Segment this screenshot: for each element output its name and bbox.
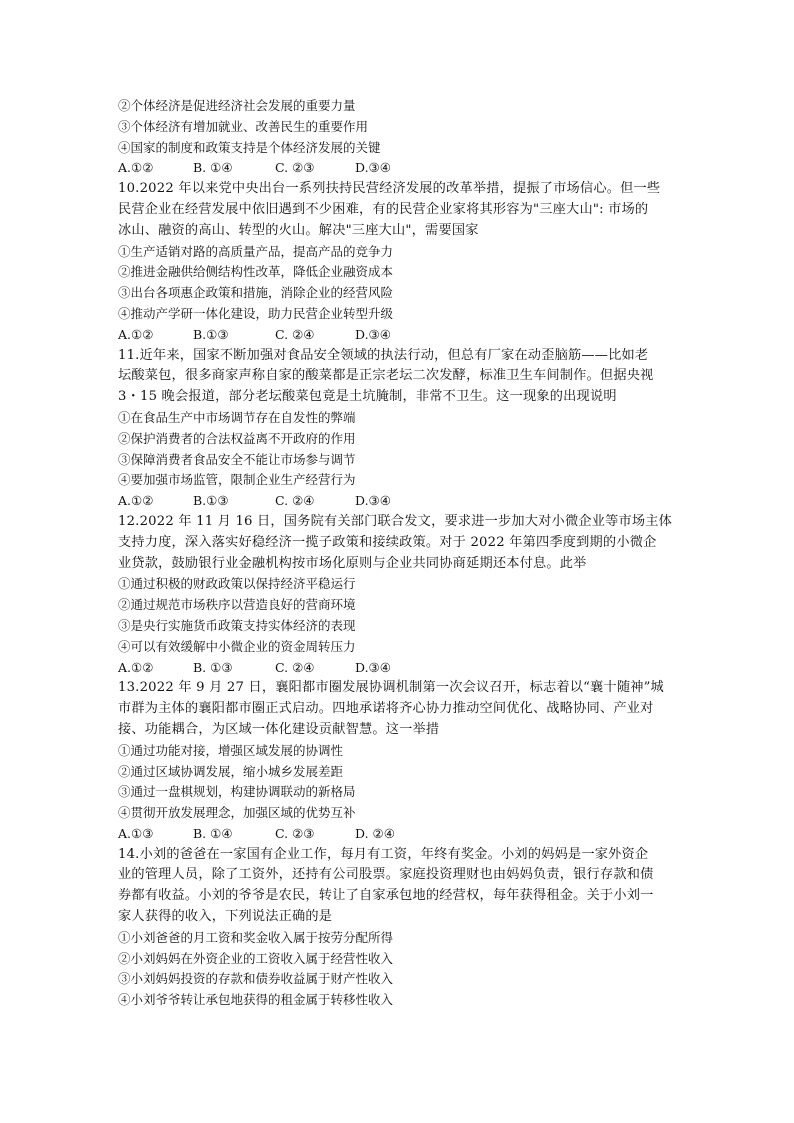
option-line: ③保障消费者食品安全不能让市场参与调节 [118, 451, 356, 467]
option-line: ①在食品生产中市场调节存在自发性的弊端 [118, 409, 356, 425]
question-11 [118, 346, 678, 512]
option-line: ②个体经济是促进经济社会发展的重要力量 [118, 98, 356, 113]
option-line: ②通过区域协调发展，缩小城乡发展差距 [118, 763, 344, 779]
answer-b: B. ①③ [193, 659, 233, 675]
answer-b: B. ①④ [193, 160, 233, 176]
answer-c: C. ②④ [275, 326, 315, 342]
option-line: ①通过功能对接，增强区域发展的协调性 [118, 742, 344, 758]
answer-d: D.③④ [355, 659, 391, 675]
question-stem-line: 券都有收益。小刘的爷爷是农民，转让了自家承包地的经营权，每年获得租金。关于小刘一 [118, 888, 654, 904]
option-line: ③个体经济有增加就业、改善民生的重要作用 [118, 118, 369, 134]
option-line: ④国家的制度和政策支持是个体经济发展的关键 [118, 139, 381, 155]
option-line: ③通过一盘棋规划，构建协调联动的新格局 [118, 784, 356, 800]
answer-d: D.③④ [355, 326, 391, 342]
option-line: ④要加强市场监管，限制企业生产经营行为 [118, 472, 356, 488]
question-stem-line: 民营企业在经营发展中依旧遇到不少困难，有的民营企业家将其形容为"三座大山": 市场的 [118, 201, 649, 217]
answer-c: C. ②④ [275, 493, 315, 509]
option-line: ①通过积极的财政政策以保持经济平稳运行 [118, 576, 356, 592]
answer-choices [118, 491, 678, 512]
question-stem-line: 市群为主体的襄阳都市圈正式启动。四地承诺将齐心协力推动空间优化、战略协同、产业对 [118, 701, 654, 717]
question-stem-line: 12.2022 年 11 月 16 日，国务院有关部门联合发文，要求进一步加大对小微企业等市场主体 [118, 513, 673, 529]
question-stem-line: 接、功能耦合，为区域一体化建设贡献智慧。这一举措 [118, 721, 440, 737]
option-line: ③是央行实施货币政策支持实体经济的表现 [118, 617, 356, 633]
question-stem-line: 13.2022 年 9 月 27 日，襄阳都市圈发展协调机制第一次会议召开，标志着以“襄十随神”城 [118, 680, 664, 696]
answer-d: D.③④ [355, 493, 391, 509]
question-stem-line: 14.小刘的爸爸在一家国有企业工作，每月有工资，年终有奖金。小刘的妈妈是一家外资企 [118, 846, 649, 862]
answer-a: A.①② [118, 326, 154, 342]
answer-a: A.①③ [118, 825, 154, 841]
option-line: ②推进金融供给侧结构性改革，降低企业融资成本 [118, 264, 394, 280]
option-line: ④推动产学研一体化建设，助力民营企业转型升级 [118, 305, 394, 321]
answer-a: A.①② [118, 160, 154, 176]
question-stem-line: 坛酸菜包，很多商家声称自家的酸菜都是正宗老坛二次发酵，标准卫生车间制作。但据央视 [118, 368, 654, 384]
option-line: ③出台各项惠企政策和措施，消除企业的经营风险 [118, 285, 394, 301]
question-12 [118, 512, 678, 678]
answer-c: C. ②③ [275, 825, 315, 841]
question-stem-line: 家人获得的收入，下列说法正确的是 [118, 909, 333, 925]
question-stem-line: 冰山、融资的高山、转型的火山。解决"三座大山"，需要国家 [118, 222, 479, 238]
question-stem-line: 业贷款，鼓励银行业金融机构按市场化原则与企业共同协商延期还本付息。此举 [118, 555, 587, 571]
question-stem-line: 11.近年来，国家不断加强对食品安全领域的执法行动，但总有厂家在动歪脑筋——比如老 [118, 347, 649, 363]
option-line: ①小刘爸爸的月工资和奖金收入属于按劳分配所得 [118, 929, 394, 945]
option-line: ②通过规范市场秩序以营造良好的营商环境 [118, 597, 356, 613]
question-13 [118, 678, 678, 844]
option-line: ④小刘爷爷转让承包地获得的租金属于转移性收入 [118, 992, 394, 1008]
answer-d: D. ②④ [355, 825, 395, 841]
question-stem-line: 3・15 晚会报道，部分老坛酸菜包竟是土坑腌制，非常不卫生。这一现象的出现说明 [118, 389, 617, 405]
answer-a: A.①② [118, 659, 154, 675]
answer-b: B. ①④ [193, 825, 233, 841]
question-9 [118, 96, 678, 179]
option-line: ②小刘妈妈在外资企业的工资收入属于经营性收入 [118, 950, 394, 966]
option-line: ③小刘妈妈投资的存款和债券收益属于财产性收入 [118, 971, 394, 987]
answer-choices [118, 658, 678, 679]
option-line: ①生产适销对路的高质量产品，提高产品的竞争力 [118, 243, 394, 259]
answer-a: A.①② [118, 493, 154, 509]
answer-choices [118, 824, 678, 845]
question-14 [118, 845, 678, 1011]
option-line: ②保护消费者的合法权益离不开政府的作用 [118, 430, 356, 446]
answer-d: D.③④ [355, 160, 391, 176]
answer-b: B.①③ [193, 326, 229, 342]
answer-c: C. ②③ [275, 160, 315, 176]
answer-choices [118, 158, 678, 179]
question-stem-line: 10.2022 年以来党中央出台一系列扶持民营经济发展的改革举措，提振了市场信心。但一些 [118, 181, 661, 197]
question-stem-line: 业的管理人员，除了工资外，还持有公司股票。家庭投资理财也由妈妈负责，银行存款和债 [118, 867, 654, 883]
question-10 [118, 179, 678, 345]
answer-c: C. ②④ [275, 659, 315, 675]
answer-choices [118, 325, 678, 346]
option-line: ④可以有效缓解中小微企业的资金周转压力 [118, 638, 356, 654]
question-stem-line: 支持力度，深入落实好稳经济一揽子政策和接续政策。对于 2022 年第四季度到期的小微企 [118, 534, 657, 550]
answer-b: B.①③ [193, 493, 229, 509]
option-line: ④贯彻开放发展理念，加强区域的优势互补 [118, 805, 356, 821]
exam-content [118, 96, 678, 1011]
